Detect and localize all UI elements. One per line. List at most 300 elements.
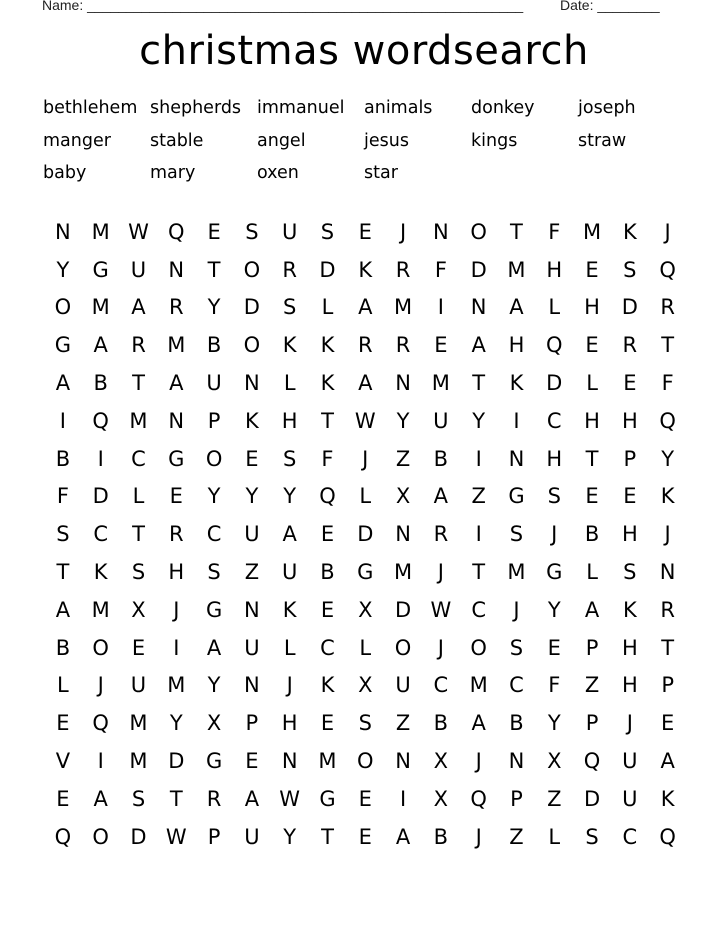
grid-letter: A xyxy=(244,786,260,811)
grid-letter: C xyxy=(93,522,109,547)
grid-letter: R xyxy=(206,786,222,811)
grid-letter: X xyxy=(433,749,449,774)
grid-letter: K xyxy=(622,219,637,244)
grid-letter: H xyxy=(508,333,525,358)
grid-letter: T xyxy=(321,408,334,433)
grid-letter: P xyxy=(623,446,637,471)
grid-letter: C xyxy=(509,673,524,698)
grid-letter: T xyxy=(585,446,599,471)
grid-letter: D xyxy=(130,824,147,849)
grid-letter: Q xyxy=(659,824,676,849)
word-list-item: oxen xyxy=(257,163,299,183)
grid-letter: A xyxy=(55,371,71,396)
grid-letter: G xyxy=(168,446,185,471)
grid-letter: F xyxy=(321,446,334,471)
grid-letter: Y xyxy=(245,484,259,509)
grid-letter: Y xyxy=(396,408,410,433)
grid-letter: O xyxy=(92,635,109,660)
letter-grid xyxy=(44,213,687,856)
grid-letter: B xyxy=(509,711,524,736)
grid-letter: T xyxy=(132,522,145,547)
grid-letter: A xyxy=(358,371,373,396)
grid-letter: H xyxy=(584,408,600,433)
word-list-item: jesus xyxy=(364,130,409,151)
grid-letter: K xyxy=(282,597,297,622)
grid-letter: A xyxy=(282,522,297,547)
grid-letter: D xyxy=(621,295,638,320)
word-list-item: donkey xyxy=(471,98,535,118)
grid-letter: O xyxy=(243,333,261,358)
grid-letter: Z xyxy=(547,786,562,811)
grid-letter: U xyxy=(433,408,449,433)
grid-letter: R xyxy=(131,333,146,358)
grid-letter: M xyxy=(91,295,110,320)
grid-letter: T xyxy=(472,560,486,585)
grid-letter: O xyxy=(357,749,374,774)
grid-letter: A xyxy=(584,597,600,622)
word-list-item: baby xyxy=(43,163,87,183)
grid-letter: J xyxy=(664,522,671,547)
grid-letter: N xyxy=(244,371,260,396)
grid-letter: Q xyxy=(659,257,676,282)
grid-letter: Q xyxy=(470,786,487,811)
grid-letter: W xyxy=(165,824,187,849)
grid-letter: C xyxy=(131,446,146,471)
grid-letter: G xyxy=(54,333,72,358)
grid-letter: O xyxy=(470,635,487,660)
grid-letter: A xyxy=(131,295,146,320)
grid-letter: H xyxy=(168,560,185,585)
grid-letter: U xyxy=(622,786,638,811)
grid-letter: E xyxy=(245,446,259,471)
grid-letter: D xyxy=(546,371,563,396)
grid-letter: A xyxy=(660,749,675,774)
grid-letter: P xyxy=(207,408,221,433)
grid-letter: A xyxy=(55,597,71,622)
grid-letter: B xyxy=(433,824,449,849)
grid-letter: J xyxy=(362,446,369,471)
grid-letter: D xyxy=(319,257,336,282)
grid-letter: M xyxy=(91,219,110,244)
grid-letter: T xyxy=(207,257,221,282)
grid-letter: N xyxy=(508,749,525,774)
grid-letter: Y xyxy=(207,484,221,509)
grid-letter: A xyxy=(206,635,222,660)
grid-letter: N xyxy=(395,371,411,396)
grid-letter: M xyxy=(507,560,526,585)
grid-letter: Z xyxy=(395,711,411,736)
name-field-line: Name: ________________________________________________________ xyxy=(42,0,524,13)
grid-letter: I xyxy=(475,522,482,547)
grid-letter: E xyxy=(623,484,637,509)
grid-letter: D xyxy=(583,786,601,811)
grid-letter: P xyxy=(245,711,259,736)
grid-letter: S xyxy=(56,522,70,547)
grid-letter: J xyxy=(626,711,633,736)
grid-letter: P xyxy=(585,635,599,660)
date-field-line: Date: ________ xyxy=(560,0,660,13)
grid-letter: E xyxy=(661,711,675,736)
grid-letter: E xyxy=(434,333,448,358)
grid-letter: A xyxy=(93,333,108,358)
grid-letter: E xyxy=(358,824,372,849)
grid-letter: E xyxy=(358,219,372,244)
grid-letter: Z xyxy=(471,484,486,509)
grid-letter: X xyxy=(395,484,411,509)
grid-letter: K xyxy=(93,560,108,585)
grid-letter: E xyxy=(585,257,599,282)
grid-letter: S xyxy=(320,219,335,244)
grid-letter: N xyxy=(281,749,298,774)
grid-letter: P xyxy=(585,711,599,736)
grid-letter: I xyxy=(173,635,180,660)
grid-letter: U xyxy=(244,824,260,849)
grid-letter: Z xyxy=(584,673,600,698)
grid-letter: A xyxy=(358,295,373,320)
grid-letter: Y xyxy=(547,711,561,736)
grid-letter: U xyxy=(622,749,638,774)
grid-letter: Y xyxy=(661,446,675,471)
grid-letter: W xyxy=(128,219,149,244)
grid-letter: A xyxy=(471,711,486,736)
grid-letter: W xyxy=(354,408,376,433)
grid-letter: B xyxy=(433,711,449,736)
grid-letter: M xyxy=(129,749,148,774)
grid-letter: B xyxy=(584,522,600,547)
grid-letter: Y xyxy=(283,824,297,849)
grid-letter: D xyxy=(357,522,374,547)
grid-letter: W xyxy=(279,786,301,811)
grid-letter: K xyxy=(509,371,524,396)
grid-letter: E xyxy=(131,635,146,660)
grid-letter: Y xyxy=(207,673,221,698)
grid-letter: A xyxy=(433,484,449,509)
grid-letter: A xyxy=(93,786,108,811)
grid-letter: E xyxy=(585,333,599,358)
grid-letter: H xyxy=(546,257,563,282)
grid-letter: A xyxy=(169,371,184,396)
grid-letter: X xyxy=(433,786,449,811)
grid-letter: S xyxy=(547,484,561,509)
grid-letter: U xyxy=(244,522,260,547)
grid-letter: R xyxy=(168,295,184,320)
grid-letter: R xyxy=(622,333,638,358)
grid-letter: S xyxy=(283,446,297,471)
grid-letter: H xyxy=(621,673,638,698)
grid-letter: I xyxy=(59,408,66,433)
grid-letter: O xyxy=(54,295,72,320)
grid-letter: K xyxy=(282,333,297,358)
grid-letter: H xyxy=(621,408,638,433)
grid-letter: E xyxy=(547,635,561,660)
grid-letter: K xyxy=(358,257,373,282)
grid-letter: B xyxy=(55,446,71,471)
grid-letter: J xyxy=(437,560,444,585)
grid-letter: J xyxy=(664,219,671,244)
grid-letter: M xyxy=(582,219,602,244)
grid-letter: N xyxy=(244,597,260,622)
grid-letter: T xyxy=(661,635,675,660)
grid-letter: K xyxy=(660,786,675,811)
grid-letter: V xyxy=(55,749,71,774)
grid-letter: J xyxy=(551,522,558,547)
grid-letter: N xyxy=(470,295,487,320)
grid-letter: S xyxy=(623,257,637,282)
grid-letter: Q xyxy=(659,408,676,433)
grid-letter: Y xyxy=(547,597,561,622)
grid-letter: J xyxy=(513,597,520,622)
grid-letter: B xyxy=(433,446,449,471)
grid-letter: G xyxy=(205,597,223,622)
grid-letter: G xyxy=(319,786,336,811)
grid-letter: N xyxy=(659,560,676,585)
grid-letter: U xyxy=(130,673,147,698)
grid-letter: R xyxy=(395,257,411,282)
grid-letter: E xyxy=(585,484,599,509)
grid-letter: M xyxy=(469,673,488,698)
grid-letter: B xyxy=(320,560,335,585)
grid-letter: I xyxy=(475,446,482,471)
grid-letter: E xyxy=(169,484,183,509)
grid-letter: T xyxy=(661,333,675,358)
grid-letter: N xyxy=(395,749,411,774)
grid-letter: N xyxy=(244,673,260,698)
grid-letter: F xyxy=(661,371,674,396)
grid-letter: C xyxy=(320,635,335,660)
grid-letter: M xyxy=(507,257,526,282)
grid-letter: N xyxy=(433,219,449,244)
grid-letter: J xyxy=(173,597,180,622)
grid-letter: O xyxy=(394,635,412,660)
grid-letter: H xyxy=(584,295,600,320)
grid-letter: U xyxy=(244,635,260,660)
grid-letter: E xyxy=(207,219,221,244)
word-list xyxy=(43,98,703,196)
grid-letter: F xyxy=(548,219,561,244)
grid-letter: H xyxy=(281,408,298,433)
grid-letter: T xyxy=(56,560,70,585)
grid-letter: D xyxy=(243,295,260,320)
grid-letter: Y xyxy=(169,711,183,736)
grid-letter: I xyxy=(437,295,444,320)
grid-letter: U xyxy=(281,560,298,585)
grid-letter: S xyxy=(131,560,146,585)
grid-letter: C xyxy=(546,408,562,433)
grid-letter: M xyxy=(129,408,148,433)
grid-letter: L xyxy=(359,484,372,509)
grid-letter: E xyxy=(245,749,259,774)
grid-letter: X xyxy=(358,673,373,698)
word-list-item: straw xyxy=(578,130,627,151)
grid-letter: D xyxy=(168,749,185,774)
grid-letter: R xyxy=(660,295,675,320)
grid-letter: P xyxy=(661,673,674,698)
grid-letter: U xyxy=(206,371,222,396)
grid-letter: L xyxy=(548,824,561,849)
word-list-item: animals xyxy=(364,98,433,118)
grid-letter: Q xyxy=(545,333,563,358)
grid-letter: Y xyxy=(472,408,486,433)
grid-letter: G xyxy=(357,560,374,585)
grid-letter: K xyxy=(320,673,335,698)
grid-letter: M xyxy=(431,371,450,396)
grid-letter: J xyxy=(399,219,407,244)
word-list-item: joseph xyxy=(578,98,636,118)
grid-letter: G xyxy=(546,560,563,585)
grid-letter: G xyxy=(92,257,109,282)
grid-letter: E xyxy=(56,786,70,811)
grid-letter: W xyxy=(430,597,452,622)
grid-letter: B xyxy=(206,333,222,358)
grid-letter: S xyxy=(623,560,637,585)
grid-letter: H xyxy=(546,446,563,471)
grid-letter: J xyxy=(475,824,482,849)
grid-letter: L xyxy=(586,560,598,585)
grid-letter: H xyxy=(621,635,638,660)
grid-letter: T xyxy=(321,824,334,849)
grid-letter: O xyxy=(92,824,109,849)
word-list-item: angel xyxy=(257,130,306,151)
grid-letter: T xyxy=(169,786,183,811)
grid-letter: M xyxy=(394,295,413,320)
grid-letter: Z xyxy=(395,446,411,471)
grid-letter: Z xyxy=(509,824,524,849)
grid-letter: F xyxy=(548,673,561,698)
grid-letter: I xyxy=(97,446,104,471)
word-list-item: shepherds xyxy=(150,98,242,118)
grid-letter: G xyxy=(205,749,223,774)
word-list-item: star xyxy=(364,163,398,183)
grid-letter: S xyxy=(509,522,524,547)
grid-letter: P xyxy=(510,786,523,811)
grid-letter: Q xyxy=(319,484,336,509)
grid-letter: J xyxy=(286,673,293,698)
grid-letter: T xyxy=(510,219,523,244)
grid-letter: E xyxy=(320,522,335,547)
grid-letter: M xyxy=(167,673,186,698)
word-list-item: stable xyxy=(150,130,204,151)
grid-letter: L xyxy=(359,635,372,660)
grid-letter: O xyxy=(470,219,487,244)
grid-letter: R xyxy=(660,597,675,622)
grid-letter: E xyxy=(56,711,70,736)
grid-letter: S xyxy=(358,711,372,736)
grid-letter: K xyxy=(660,484,675,509)
grid-letter: O xyxy=(243,257,261,282)
grid-letter: Z xyxy=(244,560,260,585)
grid-letter: B xyxy=(55,635,71,660)
grid-letter: E xyxy=(623,371,637,396)
grid-letter: Y xyxy=(207,295,221,320)
grid-letter: Q xyxy=(583,749,601,774)
grid-letter: N xyxy=(168,408,185,433)
grid-letter: L xyxy=(57,673,69,698)
grid-letter: I xyxy=(513,408,520,433)
grid-letter: J xyxy=(97,673,104,698)
grid-letter: L xyxy=(132,484,145,509)
grid-letter: N xyxy=(55,219,71,244)
grid-letter: M xyxy=(91,597,110,622)
grid-letter: D xyxy=(394,597,412,622)
grid-letter: D xyxy=(92,484,109,509)
grid-letter: N xyxy=(508,446,525,471)
grid-letter: T xyxy=(472,371,486,396)
grid-letter: U xyxy=(281,219,298,244)
grid-letter: Q xyxy=(54,824,72,849)
grid-letter: R xyxy=(433,522,449,547)
word-list-item: immanuel xyxy=(257,98,345,118)
grid-letter: R xyxy=(357,333,373,358)
grid-letter: T xyxy=(132,371,145,396)
grid-letter: S xyxy=(245,219,259,244)
grid-letter: P xyxy=(207,824,221,849)
grid-letter: S xyxy=(207,560,221,585)
grid-letter: L xyxy=(283,371,296,396)
grid-letter: Q xyxy=(168,219,185,244)
grid-letter: X xyxy=(206,711,222,736)
grid-letter: X xyxy=(131,597,146,622)
grid-letter: C xyxy=(206,522,222,547)
grid-letter: D xyxy=(470,257,487,282)
grid-letter: A xyxy=(471,333,486,358)
grid-letter: C xyxy=(622,824,638,849)
grid-letter: C xyxy=(471,597,486,622)
grid-letter: M xyxy=(318,749,337,774)
grid-letter: K xyxy=(622,597,637,622)
grid-letter: G xyxy=(508,484,525,509)
grid-letter: K xyxy=(320,371,335,396)
grid-letter: I xyxy=(399,786,407,811)
grid-letter: E xyxy=(320,597,335,622)
grid-letter: M xyxy=(129,711,148,736)
grid-letter: E xyxy=(358,786,372,811)
grid-letter: R xyxy=(282,257,297,282)
grid-letter: A xyxy=(509,295,524,320)
grid-letter: Y xyxy=(56,257,70,282)
grid-letter: S xyxy=(283,295,297,320)
grid-letter: L xyxy=(321,295,334,320)
grid-letter: N xyxy=(395,522,411,547)
grid-letter: E xyxy=(320,711,335,736)
grid-letter: F xyxy=(434,257,447,282)
grid-letter: B xyxy=(93,371,108,396)
grid-letter: S xyxy=(585,824,599,849)
grid-letter: S xyxy=(131,786,146,811)
grid-letter: K xyxy=(244,408,259,433)
grid-letter: Q xyxy=(92,711,109,736)
word-list-item: manger xyxy=(43,130,111,151)
grid-letter: L xyxy=(283,635,296,660)
grid-letter: M xyxy=(394,560,413,585)
grid-letter: X xyxy=(358,597,373,622)
grid-letter: R xyxy=(395,333,411,358)
grid-letter: F xyxy=(56,484,69,509)
word-list-item: mary xyxy=(150,163,196,183)
grid-letter: U xyxy=(395,673,411,698)
grid-letter: H xyxy=(621,522,638,547)
grid-letter: L xyxy=(586,371,598,396)
grid-letter: I xyxy=(97,749,104,774)
grid-letter: U xyxy=(130,257,147,282)
grid-letter: Q xyxy=(92,408,109,433)
grid-letter: S xyxy=(509,635,524,660)
grid-letter: X xyxy=(547,749,562,774)
grid-letter: J xyxy=(475,749,482,774)
word-list-item: kings xyxy=(471,130,518,151)
grid-letter: K xyxy=(320,333,335,358)
grid-letter: Y xyxy=(283,484,297,509)
word-list-item: bethlehem xyxy=(43,98,138,118)
